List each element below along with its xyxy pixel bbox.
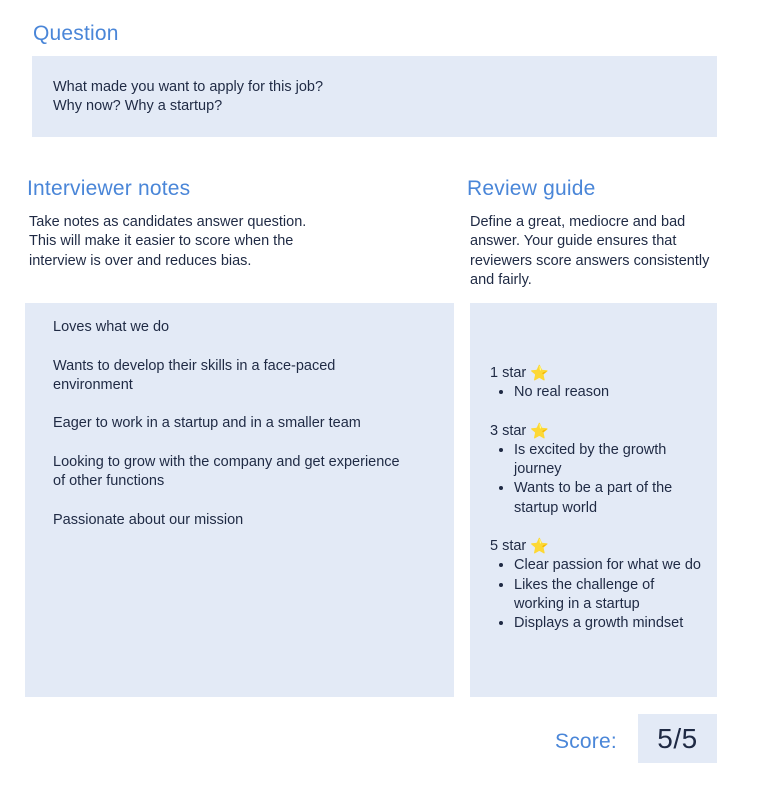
note-item: Wants to develop their skills in a face-paced environment	[53, 357, 336, 393]
interviewer-notes-heading: Interviewer notes	[27, 177, 191, 200]
criterion-item: • Clear passion for what we do	[514, 556, 705, 575]
description-line: This will make it easier to score when the	[29, 233, 294, 250]
tier-label	[490, 537, 705, 556]
note-item: Passionate about our mission	[53, 511, 244, 528]
review-guide-description: Define a great, mediocre and bad answer. Your guide ensures that reviewers score answers consistently and fairly.	[470, 214, 710, 288]
description-line: Take notes as candidates answer question.	[29, 214, 307, 230]
criterion-item: • Likes the challenge of working in a startup	[514, 576, 705, 615]
interviewer-notes-description	[29, 213, 359, 271]
review-guide-panel	[470, 303, 717, 697]
criterion-item: • Wants to be a part of the startup world	[514, 479, 705, 518]
tier-label	[490, 422, 705, 441]
criterion-item: • No real reason	[514, 383, 705, 402]
note-item: Eager to work in a startup and in a smaller team	[53, 415, 361, 432]
score-label: Score:	[555, 730, 617, 753]
question-line: What made you want to apply for this job?	[53, 79, 324, 95]
tier-label-text: 1 star	[490, 365, 527, 381]
star-icon: ⭐	[530, 365, 549, 382]
question-heading: Question	[33, 22, 119, 45]
score-box[interactable]	[638, 714, 717, 763]
review-guide-heading: Review guide	[467, 177, 596, 200]
note-item: Loves what we do	[53, 319, 170, 335]
criterion-item: • Is excited by the growth journey	[514, 441, 705, 480]
tier-criteria-list	[490, 383, 705, 402]
question-box	[32, 56, 717, 137]
criterion-item: • Displays a growth mindset	[514, 614, 705, 633]
review-guide-content	[490, 364, 705, 653]
tier-5-star	[490, 537, 705, 633]
tier-label	[490, 364, 705, 383]
question-text	[53, 78, 323, 117]
tier-1-star	[490, 364, 705, 403]
tier-3-star	[490, 422, 705, 518]
tier-criteria-list	[490, 441, 705, 518]
score-value: 5/5	[657, 723, 698, 754]
tier-label-text: 3 star	[490, 422, 527, 439]
note-item: Looking to grow with the company and get experience of other functions	[53, 454, 400, 490]
star-icon: ⭐	[530, 538, 549, 556]
notes-panel[interactable]	[25, 303, 454, 697]
description-line: interview is over and reduces bias.	[29, 252, 252, 269]
tier-criteria-list	[490, 556, 705, 633]
notes-list	[53, 318, 413, 550]
tier-label-text: 5 star	[490, 538, 527, 555]
question-line: Why now? Why a startup?	[53, 98, 223, 115]
star-icon: ⭐	[530, 422, 549, 440]
